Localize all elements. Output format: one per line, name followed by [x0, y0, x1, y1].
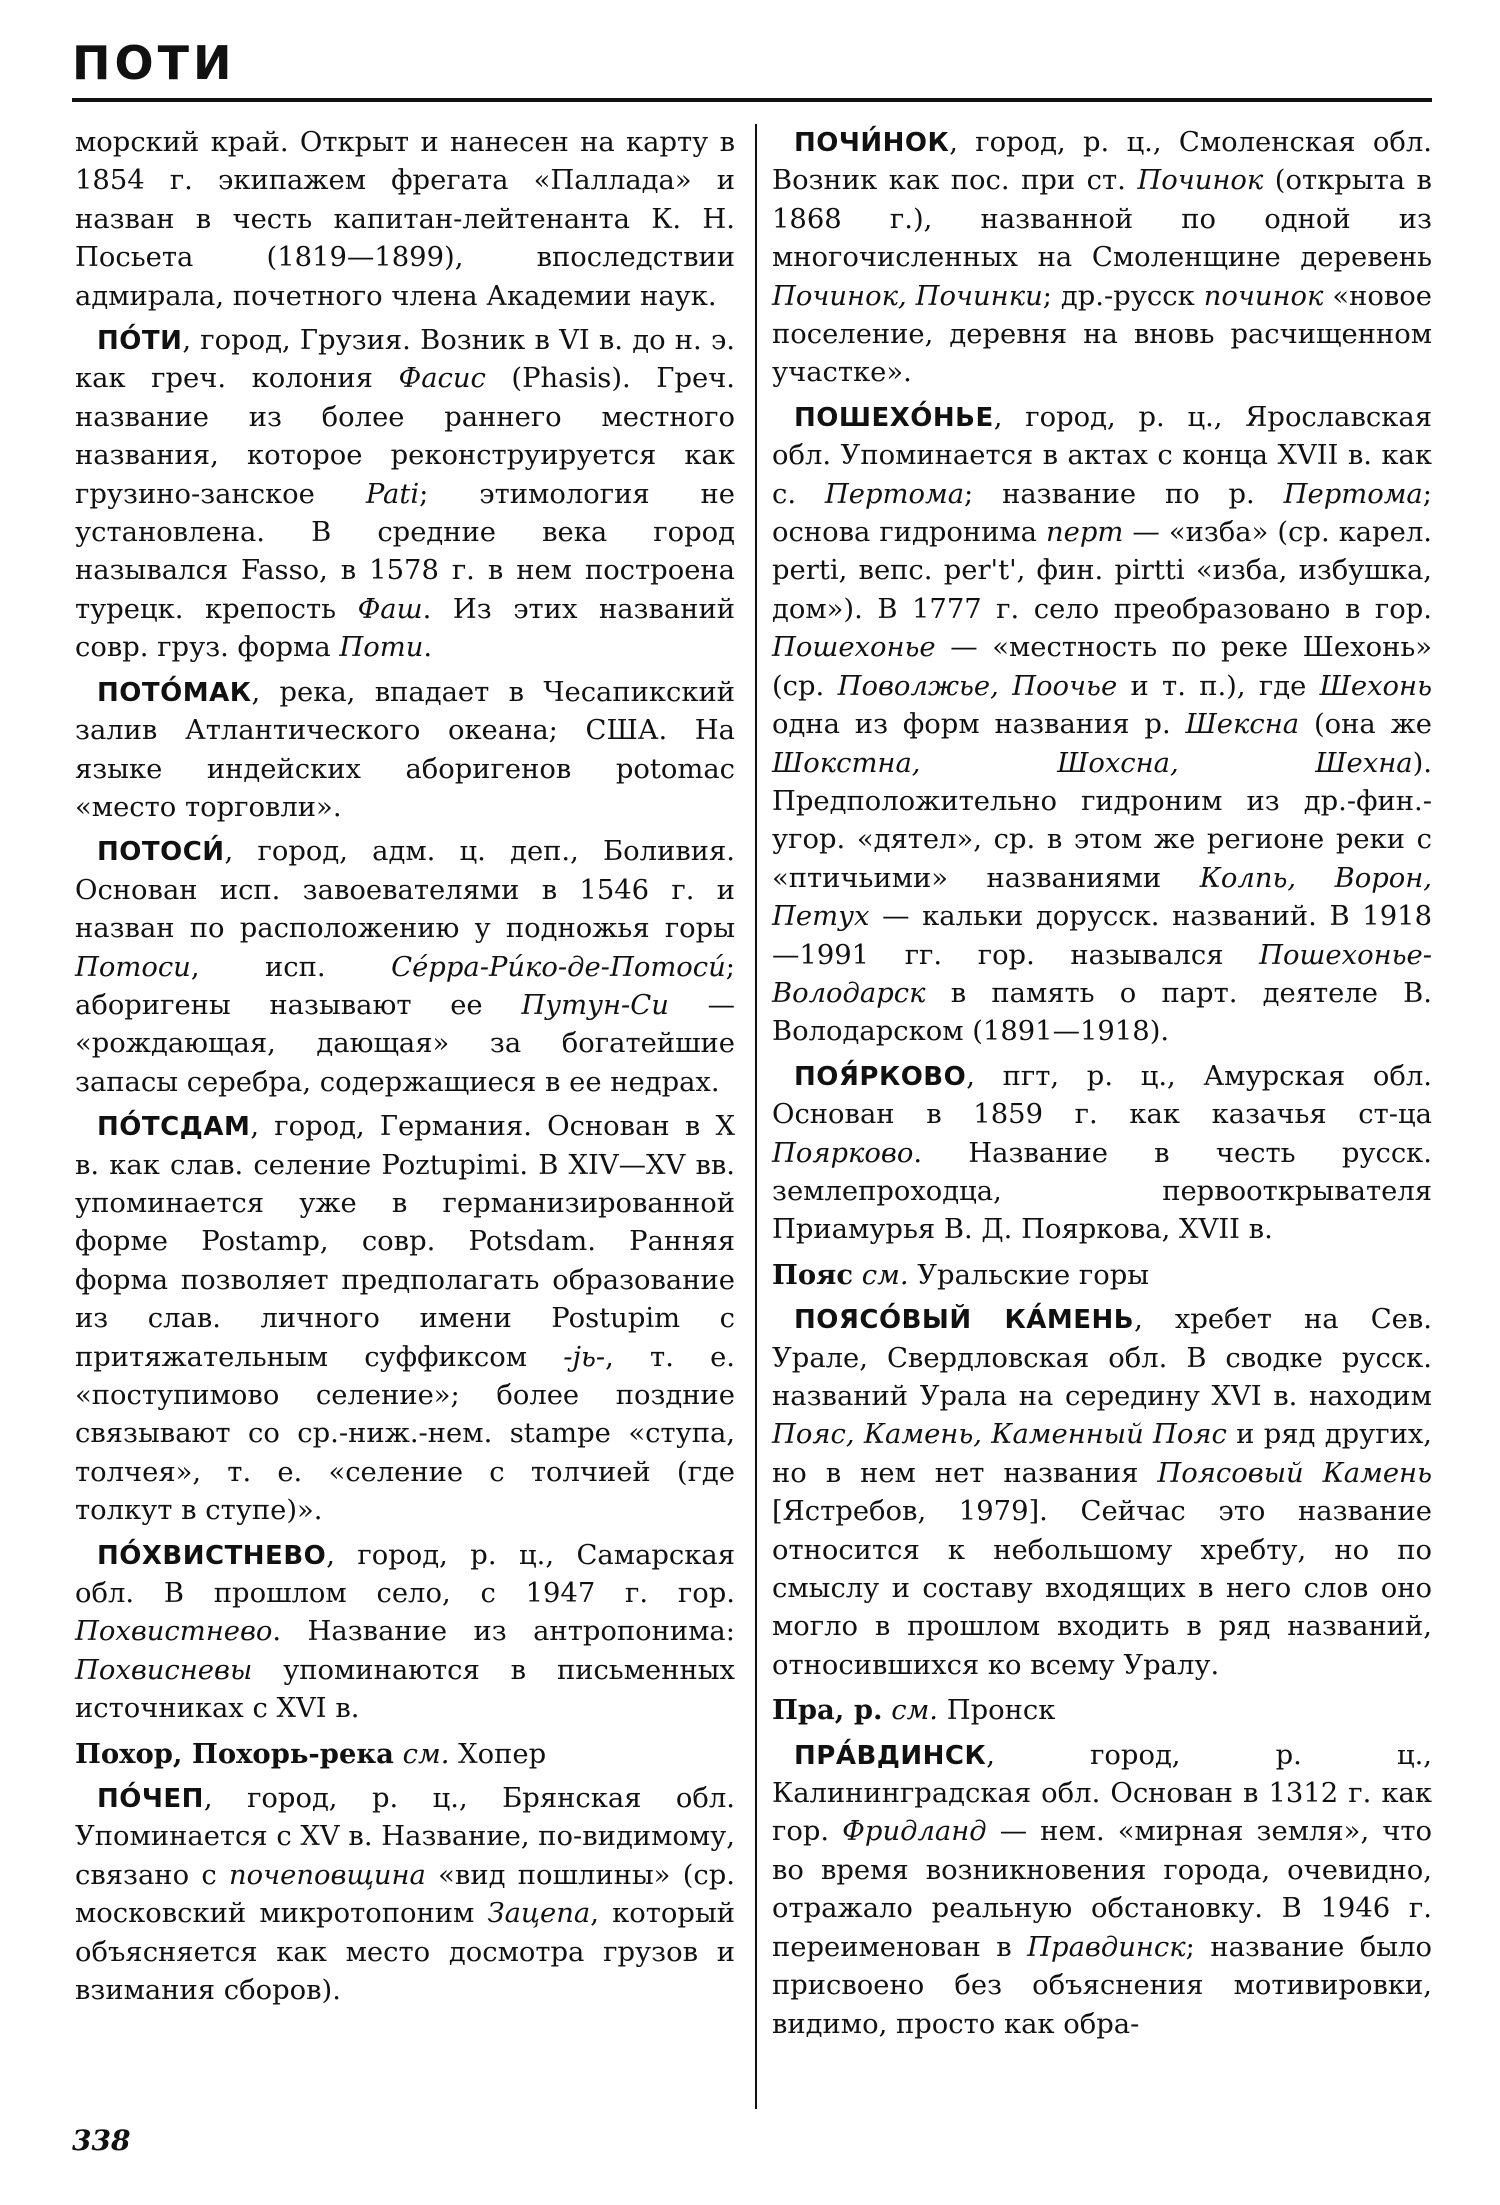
page-number: 338 [72, 2124, 131, 2157]
entry-poyarkovo: ПОЯ́РКОВО, пгт, р. ц., Амурская обл. Основан в 1859 г. как казачья ст-ца Поярково. Название в честь русск. землепроходца, первооткрывателя Приамурья В. Д. Пояркова, XVII в. [772, 1060, 1432, 1246]
header-rule [72, 98, 1432, 102]
headword: ПРА́ВДИНСК [794, 1740, 987, 1771]
cross-reference-pokhor: Похор, Похорь-река см. Хопер [75, 1737, 547, 1770]
headword: ПОЯ́РКОВО [794, 1061, 967, 1092]
cross-reference-poyas: Пояс см. Уральские горы [772, 1258, 1150, 1291]
entry-pravdinsk: ПРА́ВДИНСК, город, р. ц., Калининградская обл. Основан в 1312 г. как гор. Фридланд — нем. «мирная земля», что во время возникновения города, очевидно, отражало реальную обстановку. В 1946 г. переименован в Правдинск; название было присвоено без объяснения мотивировки, видимо, просто как обра- [772, 1739, 1432, 2040]
entry-pochinok: ПОЧИ́НОК, город, р. ц., Смоленская обл. Возник как пос. при ст. Починок (открыта в 1868 г.), названной по одной из многочисленных на Смоленщине деревень Починок, Починки; др.-русск починок «новое поселение, деревня на вновь расчищенном участке». [772, 127, 1432, 389]
running-head: ПОТИ [72, 36, 236, 90]
entry-potomak: ПОТО́МАК, река, впадает в Чесапикский залив Атлантического океана; США. На языке индейских аборигенов potomac «место торговли». [75, 676, 735, 823]
entry-potosi: ПОТОСИ́, город, адм. ц. деп., Боливия. Основан исп. завоевателями в 1546 г. и назван по расположению у подножья горы Потоси, исп. Се́рра-Ри́ко-де-Потоси́; аборигены называют ее Путун-Си — «рождающая, дающая» за богатейшие запасы серебра, содержащиеся в ее недрах. [75, 836, 735, 1098]
headword: ПОЧИ́НОК [794, 128, 950, 158]
headword: ПО́ХВИСТНЕВО [97, 1540, 327, 1571]
cross-reference-pra: Пра, р. см. Пронск [772, 1694, 1056, 1727]
entry-pokhvistnevo: ПО́ХВИСТНЕВО, город, р. ц., Самарская обл. В прошлом село, с 1947 г. гор. Похвистнево. Название из антропонима: Похвисневы упоминаются в письменных источниках с XVI в. [75, 1539, 735, 1725]
entry-continuation: морский край. Открыт и нанесен на карту в 1854 г. экипажем фрегата «Паллада» и назван в честь капитан-лейтенанта К. Н. Посьета (1819—1899), впоследствии адмирала, почетного члена Академии наук. [75, 127, 735, 312]
entry-potsdam: ПО́ТСДАМ, город, Германия. Основан в X в. как слав. селение Poztupimi. В XIV—XV вв. упоминается уже в германизированной форме Postamp, совр. Potsdam. Ранняя форма позволяет предполагать образование из слав. личного имени Postupim с притяжательным суффиксом -jь-, т. е. «поступимово селение»; более поздние связывают со ср.-ниж.-нем. stampe «ступа, толчея», т. е. «селение с толчией (где толкут в ступе)». [75, 1111, 735, 1527]
column-divider [755, 124, 757, 2109]
right-column [772, 124, 1432, 2050]
headword: ПОЯСО́ВЫЙ КА́МЕНЬ [794, 1305, 1135, 1336]
entry-poti: ПО́ТИ, город, Грузия. Возник в VI в. до н. э. как греч. колония Фасис (Phasis). Греч. название из более раннего местного названия, которое реконструируется как грузино-занское Pati; этимология не установлена. В средние века город назывался Fasso, в 1578 г. в нем построена турецк. крепость Фаш. Из этих названий совр. груз. форма Поти. [75, 325, 736, 664]
headword: ПОШЕХО́НЬЕ [794, 402, 994, 433]
headword: ПО́ТИ [97, 326, 183, 357]
headword: ПОТО́МАК [97, 677, 252, 708]
headword: ПО́ЧЕП [97, 1784, 204, 1815]
entry-poyasovy-kamen: ПОЯСО́ВЫЙ КА́МЕНЬ, хребет на Сев. Урале, Свердловская обл. В сводке русск. названий Урала на середину XVI в. находим Пояс, Камень, Каменный Пояс и ряд других, но в нем нет названия Поясовый Камень [Ястребов, 1979]. Сейчас это название относится к небольшому хребту, но по смыслу и составу входящих в него слов оно могло в прошлом входить в ряд названий, относившихся ко всему Уралу. [772, 1304, 1432, 1681]
entry-poshekhonye: ПОШЕХО́НЬЕ, город, р. ц., Ярославская обл. Упоминается в актах с конца XVII в. как с. Пертома; название по р. Пертома; основа гидронима перт — «изба» (ср. карел. perti, вепс. per't', фин. pirtti «изба, избушка, дом»). В 1777 г. село преобразовано в гор. Пошехонье — «местность по реке Шехонь» (ср. Поволжье, Поочье и т. п.), где Шехонь одна из форм названия р. Шексна (она же Шокстна, Шохсна, Шехна). Предположительно гидроним из др.-фин.-угор. «дятел», ср. в этом же регионе реки с «птичьими» названиями Колпь, Ворон, Петух — кальки дорусск. названий. В 1918—1991 гг. гор. назывался Пошехонье-Володарск в память о парт. деятеле В. Володарском (1891—1918). [772, 401, 1432, 1048]
page-header [72, 36, 1432, 102]
headword: ПОТОСИ́ [97, 837, 225, 868]
entry-pochep: ПО́ЧЕП, город, р. ц., Брянская обл. Упоминается с XV в. Название, по-видимому, связано с почеповщина «вид пошлины» (ср. московский микротопоним Зацепа, который объясняется как место досмотра грузов и взимания сборов). [75, 1783, 736, 2007]
headword: ПО́ТСДАМ [97, 1112, 251, 1143]
left-column [75, 124, 735, 2017]
